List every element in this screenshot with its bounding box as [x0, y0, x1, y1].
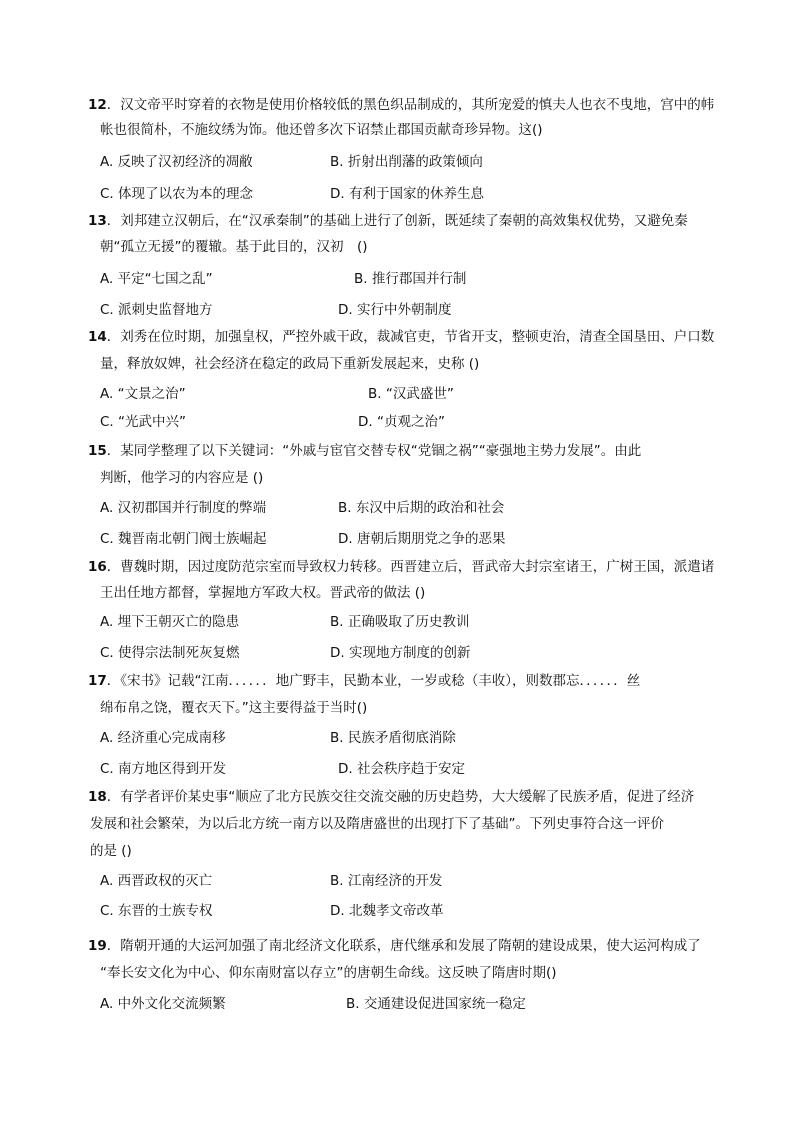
option-a[interactable]: A. 平定“七国之乱” — [100, 271, 213, 287]
option-a[interactable]: A. 中外文化交流频繁 — [100, 996, 226, 1012]
question-stem-line: 发展和社会繁荣，为以后北方统一南方以及隋唐盛世的出现打下了基础”。下列史事符合这一评价 — [90, 816, 664, 832]
question-stem-line: 朝“孤立无援”的覆辙。基于此目的，汉初 () — [100, 239, 368, 255]
question-stem-line: “奉长安文化为中心、仰东南财富以存立”的唐朝生命线。这反映了隋唐时期() — [100, 965, 557, 981]
option-a[interactable]: A. 经济重心完成南移 — [100, 730, 226, 746]
question-stem-line: 16．曹魏时期，因过度防范宗室而导致权力转移。西晋建立后，晋武帝大封宗室诸王，广树王国，派遣诸 — [88, 559, 715, 575]
option-a[interactable]: A. “文景之治” — [100, 386, 186, 402]
question-number: 13 — [88, 213, 107, 229]
option-c[interactable]: C. 派刺史监督地方 — [100, 302, 213, 318]
question-stem-line: 17．《宋书》记载“江南．．．．．．地广野丰，民勤本业，一岁或稔（丰收），则数郡忘．．．．．．丝 — [88, 673, 641, 689]
question-stem-line: 王出任地方都督，掌握地方军政大权。晋武帝的做法 () — [100, 585, 426, 601]
option-b[interactable]: B. 折射出削藩的政策倾向 — [330, 154, 483, 170]
question-stem-line: 帐也很简朴，不施纹绣为饰。他还曾多次下诏禁止郡国贡献奇珍异物。这() — [100, 122, 543, 138]
question-number: 12 — [88, 97, 107, 113]
option-a[interactable]: A. 西晋政权的灭亡 — [100, 873, 213, 889]
question-stem-line: 18．有学者评价某史事“顺应了北方民族交往交流交融的历史趋势，大大缓解了民族矛盾，促进了经济 — [88, 789, 695, 805]
option-b[interactable]: B. 民族矛盾彻底消除 — [330, 730, 456, 746]
option-b[interactable]: B. 江南经济的开发 — [330, 873, 443, 889]
question-number: 18 — [88, 789, 107, 805]
option-b[interactable]: B. 推行郡国并行制 — [354, 271, 467, 287]
option-c[interactable]: C. 使得宗法制死灰复燃 — [100, 645, 240, 661]
question-stem-line: 14．刘秀在位时期，加强皇权，严控外戚干政，裁减官吏，节省开支，整顿吏治，清查全国垦田、户口数 — [88, 329, 715, 345]
question-number: 16 — [88, 559, 107, 575]
option-c[interactable]: C. 魏晋南北朝门阀士族崛起 — [100, 531, 267, 547]
option-c[interactable]: C. 东晋的士族专权 — [100, 903, 213, 919]
option-b[interactable]: B. “汉武盛世” — [368, 386, 454, 402]
question-stem-line: 12．汉文帝平时穿着的衣物是使用价格较低的黑色织品制成的，其所宠爱的慎夫人也衣不曳地，宫中的帏 — [88, 97, 715, 113]
question-stem-line: 15．某同学整理了以下关键词：“外戚与宦官交替专权“党锢之祸”“豪强地主势力发展”。由此 — [88, 443, 642, 459]
question-stem-line: 19．隋朝开通的大运河加强了南北经济文化联系，唐代继承和发展了隋朝的建设成果，使大运河构成了 — [88, 938, 701, 954]
option-d[interactable]: D. 社会秩序趋于安定 — [338, 761, 465, 777]
option-a[interactable]: A. 汉初郡国并行制度的弊端 — [100, 500, 267, 516]
option-d[interactable]: D. 有利于国家的休养生息 — [330, 186, 484, 202]
option-b[interactable]: B. 交通建设促进国家统一稳定 — [346, 996, 526, 1012]
option-d[interactable]: D. 唐朝后期朋党之争的恶果 — [338, 531, 506, 547]
question-stem-line: 13．刘邦建立汉朝后，在“汉承秦制”的基础上进行了创新，既延续了秦朝的高效集权优势，又避免秦 — [88, 213, 688, 229]
option-b[interactable]: B. 正确吸取了历史教训 — [330, 614, 470, 630]
option-a[interactable]: A. 反映了汉初经济的凋敝 — [100, 154, 253, 170]
question-number: 14 — [88, 329, 107, 345]
question-number: 19 — [88, 938, 107, 954]
option-d[interactable]: D. “贞观之治” — [358, 414, 445, 430]
option-d[interactable]: D. 实行中外朝制度 — [338, 302, 452, 318]
question-stem-line: 量，释放奴婢，社会经济在稳定的政局下重新发展起来，史称 () — [100, 356, 480, 372]
option-c[interactable]: C. “光武中兴” — [100, 414, 186, 430]
question-number: 17 — [88, 673, 107, 689]
option-d[interactable]: D. 实现地方制度的创新 — [330, 645, 471, 661]
option-b[interactable]: B. 东汉中后期的政治和社会 — [338, 500, 505, 516]
question-stem-line: 绵布帛之饶，覆衣天下。”这主要得益于当时() — [100, 700, 368, 716]
question-stem-line: 判断，他学习的内容应是 () — [100, 470, 264, 486]
question-stem-line: 的是 () — [90, 843, 132, 859]
option-d[interactable]: D. 北魏孝文帝改革 — [330, 903, 444, 919]
option-a[interactable]: A. 埋下王朝灭亡的隐患 — [100, 614, 240, 630]
option-c[interactable]: C. 体现了以农为本的理念 — [100, 186, 254, 202]
question-number: 15 — [88, 443, 107, 459]
option-c[interactable]: C. 南方地区得到开发 — [100, 761, 227, 777]
